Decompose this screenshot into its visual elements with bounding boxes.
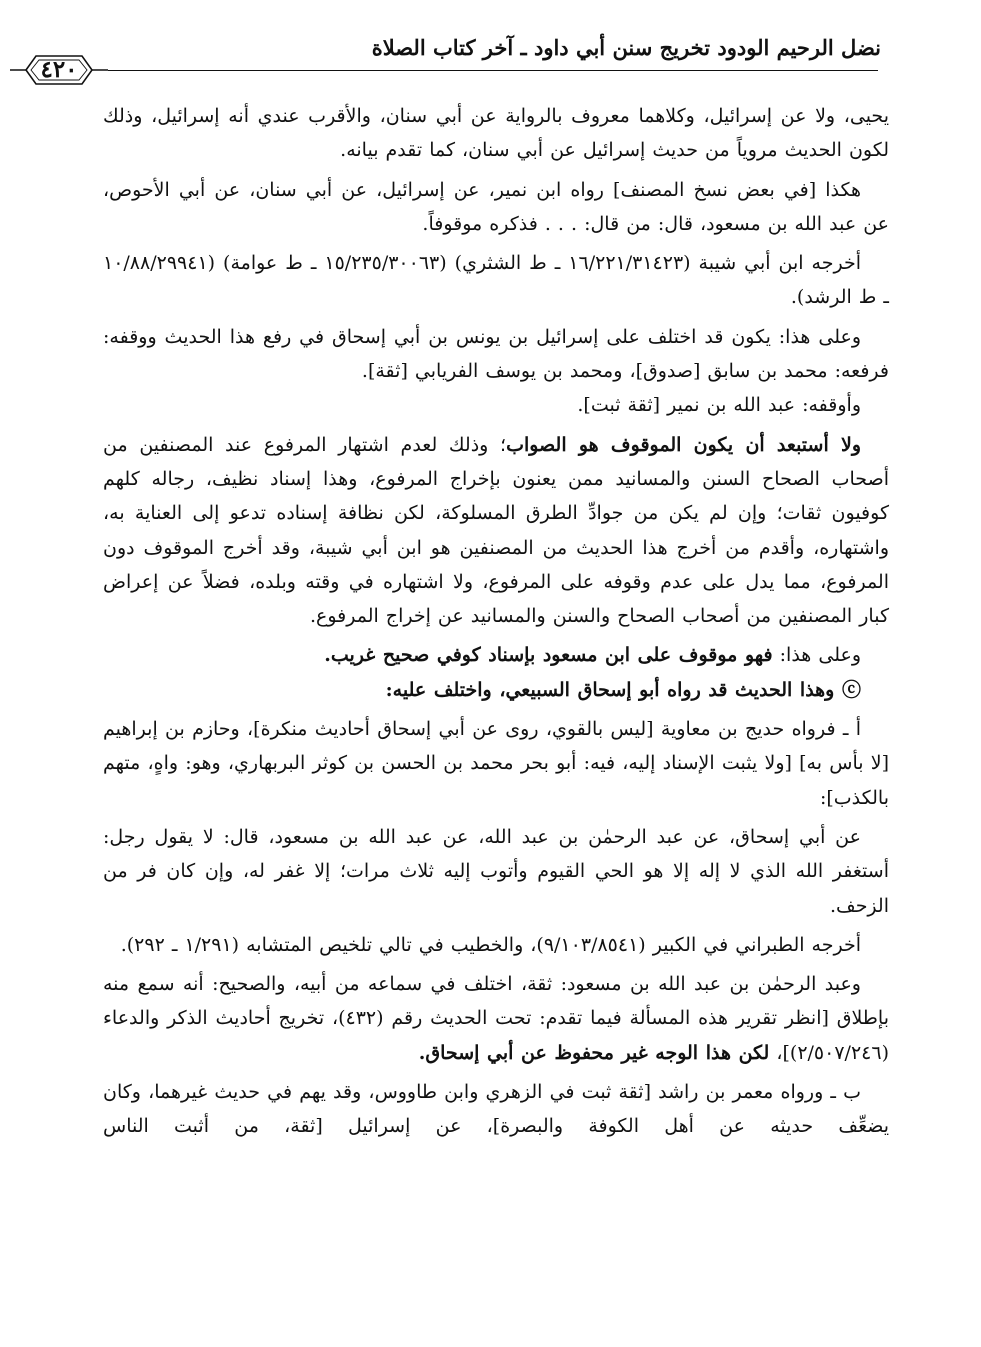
list-item-b [103,1075,889,1144]
running-title: نضل الرحيم الودود تخريج سنن أبي داود ـ آخر كتاب الصلاة [371,35,881,60]
citation-paragraph [103,928,889,962]
text-run: عن أبي إسحاق، عن عبد الرحمٰن بن عبد الله، عن عبد الله بن مسعود، قال: لا يقول رجل: أستغفر الله الذي لا إله إلا هو الحي القيوم وأتوب إليه ثلاث مرات؛ إلا غفر له، وإن كان فر من الزحف. [103,825,889,917]
header-rule [108,70,878,71]
paragraph [103,388,889,422]
text-run: ب ـ ورواه معمر بن راشد [ثقة ثبت في الزهري وابن طاووس، وقد يهم في حديث غيرهما، وكان يضعِّف حديثه عن أهل الكوفة والبصرة]، عن إسرائيل [ثقة، من أثبت الناس [103,1081,889,1138]
bold-text-run: فهو موقوف على ابن مسعود بإسناد كوفي صحيح غريب. [324,644,773,667]
text-run: أخرجه الطبراني في الكبير (٩/١٠٣/٨٥٤١)، والخطيب في تالي تلخيص المتشابه (١/٢٩١ ـ ٢٩٢). [120,933,861,956]
text-run: يحيى، ولا عن إسرائيل، وكلاهما معروف بالرواية عن أبي سنان، والأقرب عندي أنه إسرائيل، وذلك لكون الحديث مروياً من حديث إسرائيل عن أبي سنان، كما تقدم بيانه. [103,105,889,162]
paragraph [103,173,889,242]
bullet-marker: ⓒ [834,678,861,701]
page-number-frame [10,52,108,88]
text-run: أخرجه ابن أبي شيبة (١٦/٢٢١/٣١٤٢٣ ـ ط الشثري) (١٥/٢٣٥/٣٠٠٦٣ ـ ط عوامة) (١٠/٨٨/٢٩٩٤١ ـ ط الرشد). [103,252,889,309]
section-heading [103,673,889,707]
text-run: هكذا [في بعض نسخ المصنف] رواه ابن نمير، عن إسرائيل، عن أبي سنان، عن أبي الأحوص، عن عبد الله بن مسعود، قال: من قال: . . . فذكره موقوفاً. [103,178,889,235]
text-run: أ ـ فرواه حديج بن معاوية [ليس بالقوي، روى عن أبي إسحاق أحاديث منكرة]، وحازم بن إبراهيم [لا بأس به] [ولا يثبت الإسناد إليه، فيه: أبو بحر محمد بن الحسن بن كوثر البربهاري، وهو: واهٍ، متهم بالكذب]: [103,718,889,809]
hadith-text [103,820,889,923]
text-run: ؛ وذلك لعدم اشتهار المرفوع عند المصنفين من أصحاب الصحاح السنن والمسانيد ممن يعنون بإخراج المرفوع، وهذا إسناد نظيف، رجاله كلهم كوفيون ثقات؛ وإن لم يكن من جوادِّ الطرق المسلوكة، لكن نظافة إسناده تدعو إلى العناية به، واشتهاره، وأقدم من أخرج هذا الحديث من المصنفين هو ابن أبي شيبة، وقد أخرج الموقوف دون المرفوع، مما يدل على عدم وقوفه على المرفوع، ولا اشتهاره في وقته وبلده، فضلاً عن إعراض كبار المصنفين من أصحاب الصحاح والسنن والمسانيد عن إخراج المرفوع. [103,433,889,628]
text-run: وعلى هذا: [772,644,861,667]
citation-paragraph [103,246,889,315]
bold-text-run: وهذا الحديث قد رواه أبو إسحاق السبيعي، واختلف عليه: [385,678,835,701]
paragraph [103,967,889,1070]
paragraph [103,99,889,168]
text-run: وعبد الرحمٰن بن عبد الله بن مسعود: ثقة، اختلف في سماعه من أبيه، والصحيح: أنه سمع منه بإطلاق [انظر تقرير هذه المسألة فيما تقدم: تحت الحديث رقم (٤٣٢)، تخريج أحاديث الذكر والدعاء (٢/٥٠٧/٢٤٦)]، [103,973,890,1064]
paragraph [103,638,889,672]
text-run: وعلى هذا: يكون قد اختلف على إسرائيل بن يونس بن أبي إسحاق في رفع هذا الحديث ووقفه: فرفعه: محمد بن سابق [صدوق]، ومحمد بن يوسف الفريابي [ثقة]. [103,325,889,383]
paragraph [103,428,889,634]
page-number: ٤٢٠ [40,56,78,83]
bold-text-run: لكن هذا الوجه غير محفوظ عن أبي إسحاق. [418,1041,770,1064]
page-body [103,99,889,1144]
list-item-a [103,712,889,815]
bold-text-run: ولا أستبعد أن يكون الموقوف هو الصواب [506,433,861,456]
text-run: وأوقفه: عبد الله بن نمير [ثقة ثبت]. [577,394,861,417]
paragraph [103,320,889,389]
